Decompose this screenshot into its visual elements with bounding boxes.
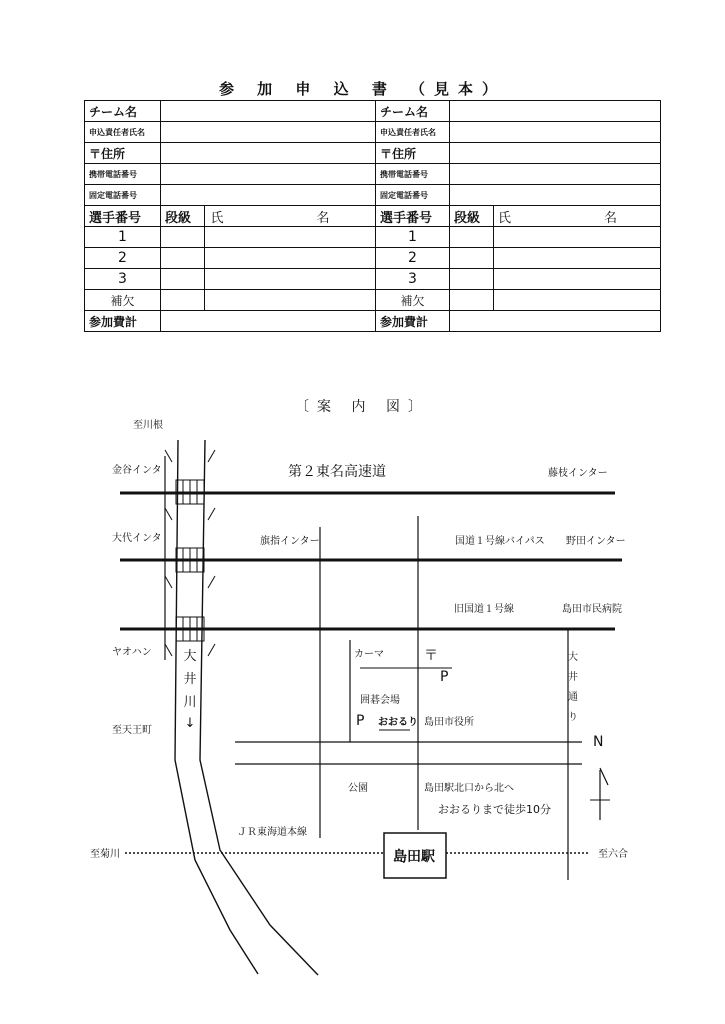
river-label-char: 井 [183,672,197,687]
substitute-label: 補欠 [85,290,161,311]
fee-label: 参加費計 [85,311,161,332]
player-row-number: 3 [376,269,450,290]
label-bypass: 国道１号線バイパス [455,536,545,547]
leader-name-label: 申込責任者氏名 [85,122,161,143]
label-tomei2: 第２東名高速道 [288,464,386,480]
label-walk1: 島田駅北口から北へ [424,783,514,794]
landline-label: 固定電話番号 [376,185,450,206]
team-name-label: チーム名 [376,101,450,122]
label-kanaya-ic: 金谷インタ [112,465,162,476]
player-row-number: 1 [85,227,161,248]
player-no-header: 選手番号 [376,206,450,227]
label-old-route1: 旧国道１号線 [454,604,514,615]
player-row-number: 2 [376,248,450,269]
label-yaohan: ヤオハン [112,647,152,658]
river-arrow-icon: ↓ [184,716,196,731]
address-label: 〒住所 [85,143,161,164]
river-bank-right [200,440,318,975]
label-to-rokugo: 至六合 [598,849,628,860]
label-to-tenno: 至天王町 [112,725,152,736]
player-row-number: 1 [376,227,450,248]
address-label: 〒住所 [376,143,450,164]
label-city-hall: 島田市役所 [424,717,474,728]
oi-street-char: 井 [568,672,578,683]
river-label-char: 川 [183,695,197,710]
map-title: 〔案 内 図〕 [295,399,430,415]
river-label [183,648,196,731]
label-to-kikugawa: 至菊川 [90,849,120,860]
player-no-header: 選手番号 [85,206,161,227]
form-title: 参 加 申 込 書 （見本） [218,80,507,98]
rank-header: 段級 [161,206,205,227]
label-station: 島田駅 [393,849,435,865]
label-walk2: おおるりまで徒歩10分 [438,803,551,816]
label-hatasashi-ic: 旗指インター [260,536,320,547]
team-name-label: チーム名 [85,101,161,122]
substitute-label: 補欠 [376,290,450,311]
label-park: 公園 [348,783,368,794]
label-kama: カーマ [354,649,384,660]
bridges [165,450,215,656]
fee-label: 参加費計 [376,311,450,332]
label-hospital: 島田市民病院 [562,604,622,615]
mobile-label: 携帯電話番号 [85,164,161,185]
name-header: 氏 名 [494,206,661,227]
river-label-char: 大 [183,649,197,664]
label-noda-ic: 野田インター [566,536,626,547]
oi-street-char: 大 [568,652,578,663]
label-north: N [593,734,604,750]
label-fujieda-ic: 藤枝インター [548,468,608,479]
player-row-number: 3 [85,269,161,290]
mobile-label: 携帯電話番号 [376,164,450,185]
label-to-kawane: 至川根 [133,420,163,431]
oi-street-char: り [568,712,578,723]
label-okada-ic: 大代インタ [112,533,162,544]
post-office-icon: 〒 [424,648,438,664]
label-jr-line: ＪＲ東海道本線 [237,827,307,838]
label-go-hall: 囲碁会場 [360,695,400,706]
landline-label: 固定電話番号 [85,185,161,206]
label-ooruri: おおるり [378,717,418,728]
label-parking1: P [440,669,449,685]
leader-name-label: 申込責任者氏名 [376,122,450,143]
label-parking2: P [356,713,365,729]
rank-header: 段級 [450,206,494,227]
name-header: 氏 名 [205,206,376,227]
player-row-number: 2 [85,248,161,269]
oi-street-char: 通 [568,692,578,703]
north-arrow-head-icon [600,768,608,785]
oi-street-label [568,650,578,723]
